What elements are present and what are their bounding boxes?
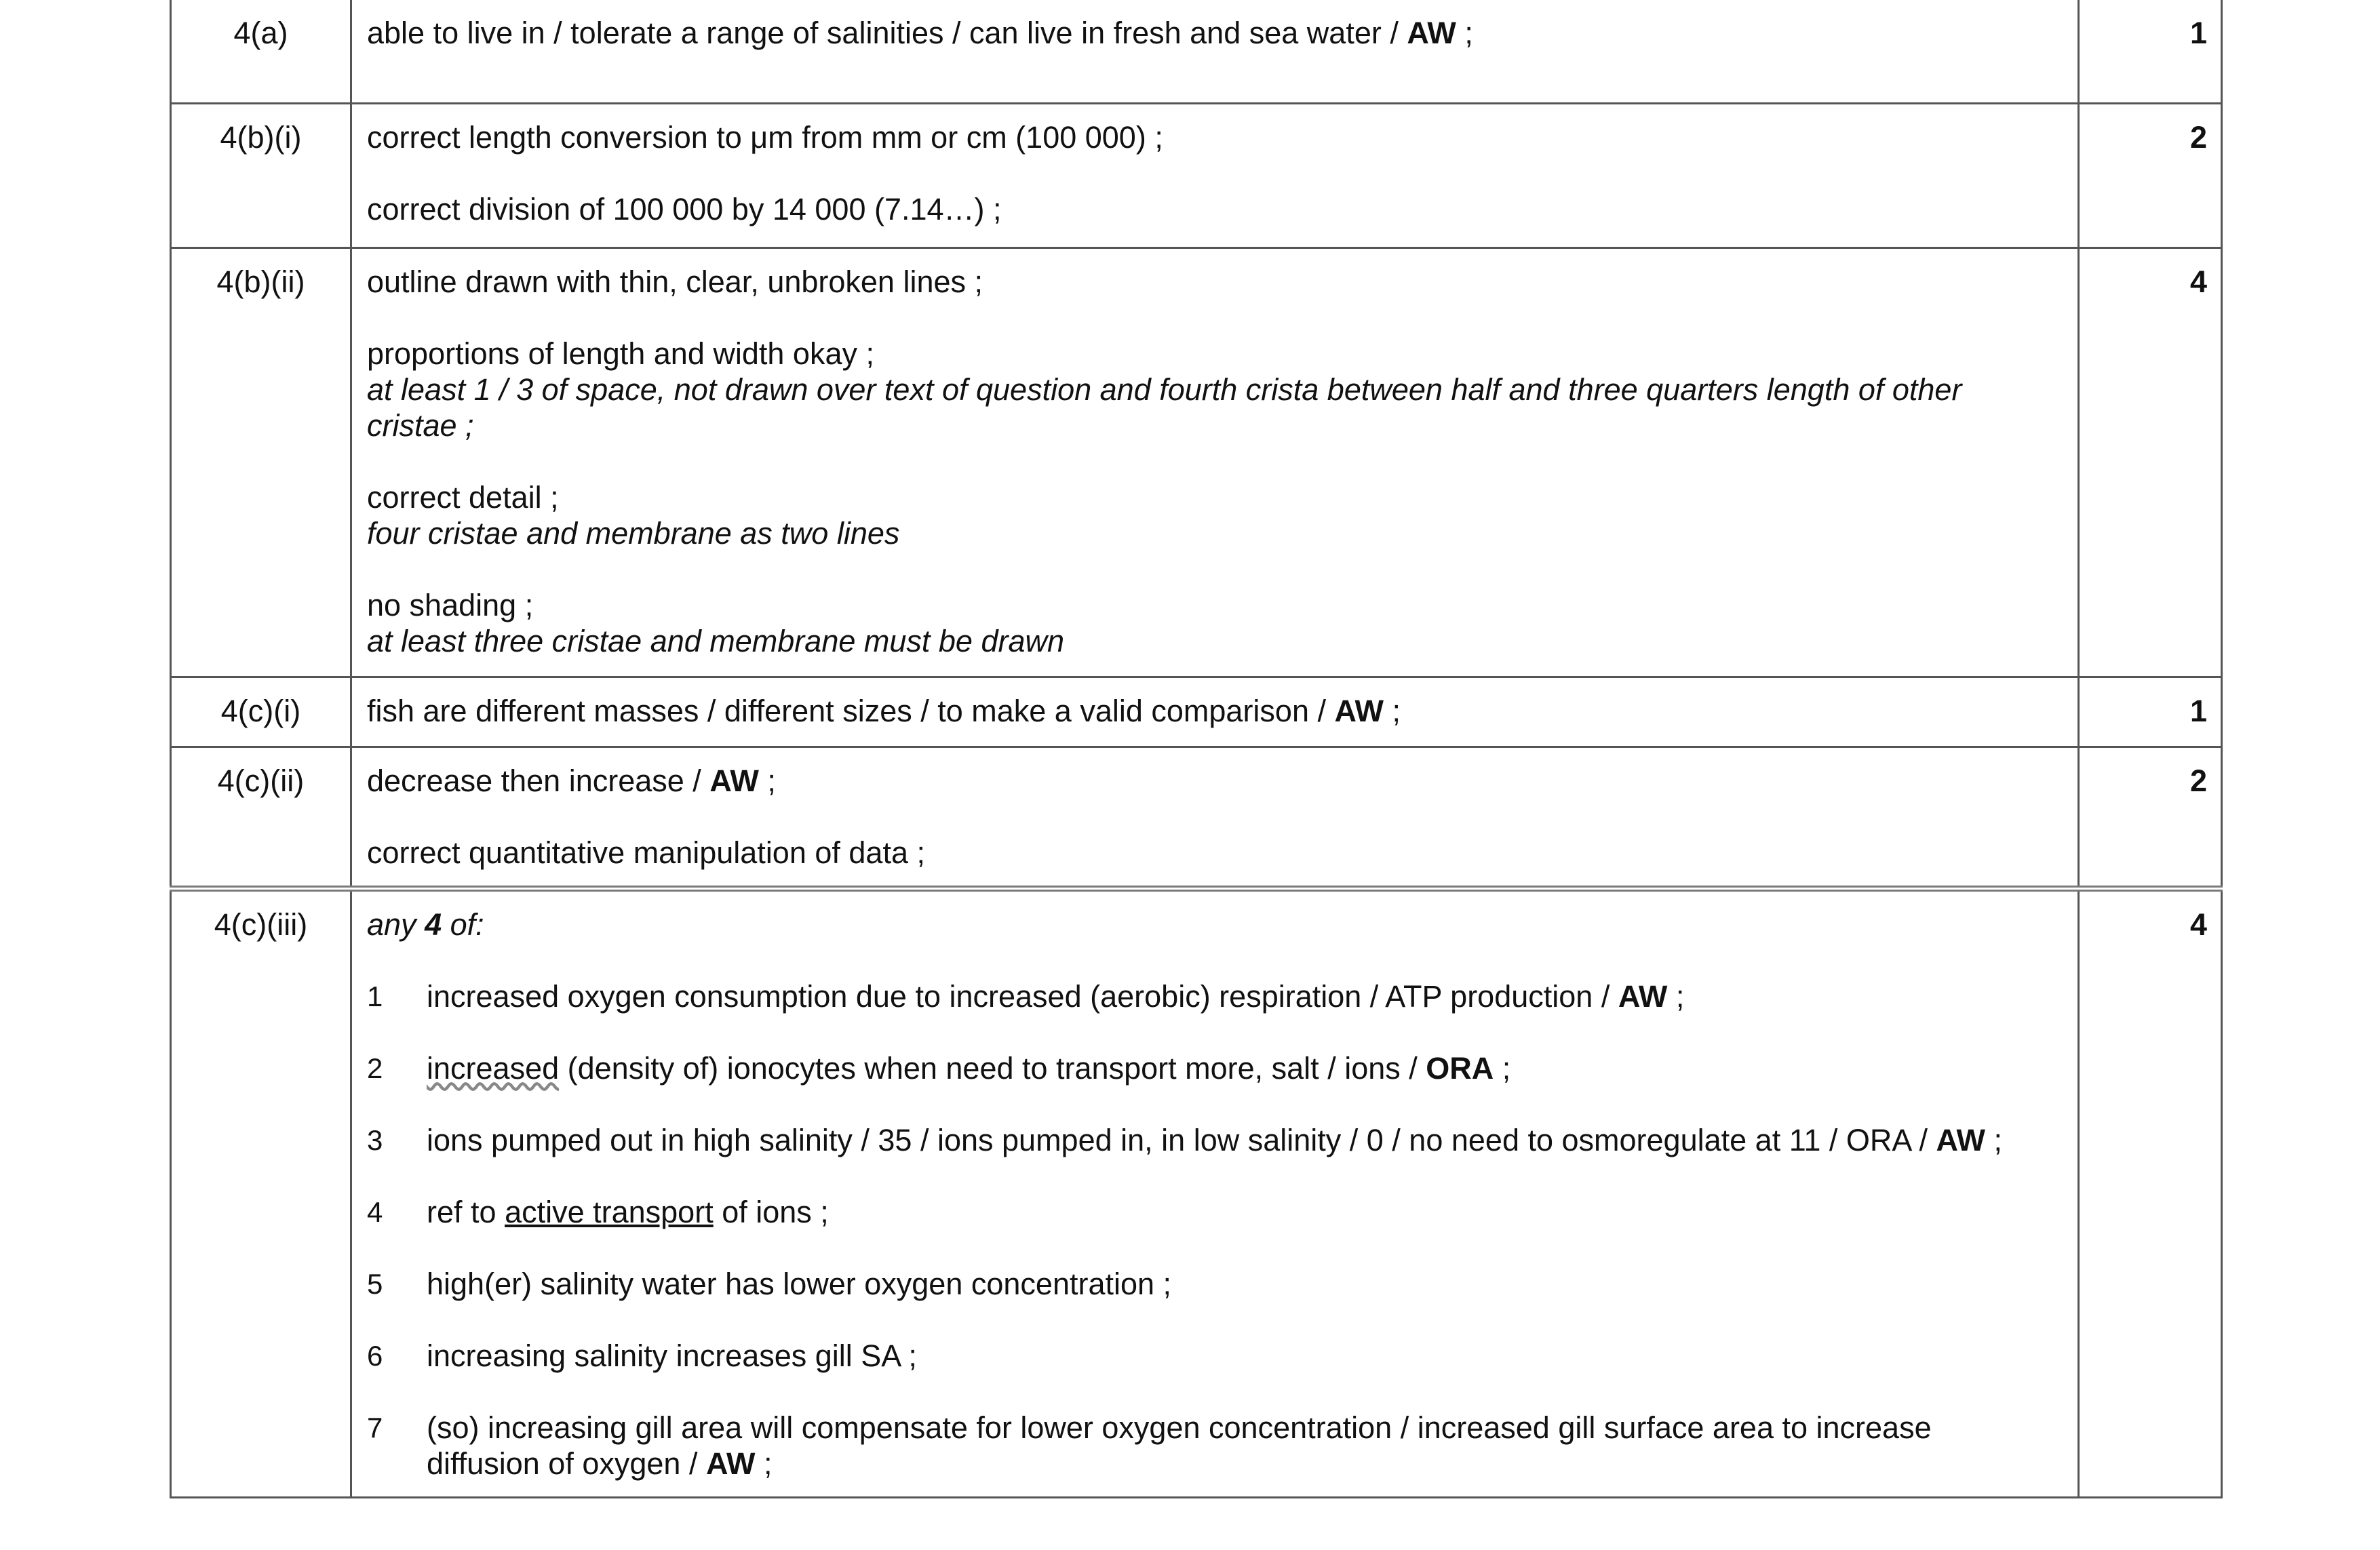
answer-cell [351, 247, 2079, 677]
marks: 2 [2079, 103, 2222, 247]
guidance-note: at least 1 / 3 of space, not drawn over text of question and fourth crista between half and three quarters length of other cristae ; [367, 372, 1962, 443]
answer-point: correct detail ; [367, 479, 559, 515]
item-text: ions pumped out in high salinity / 35 / ions pumped in, in low salinity / 0 / no need to osmoregulate at 11 / ORA / [427, 1122, 1936, 1157]
table-row [171, 247, 2222, 677]
underlined-keyword: increased [427, 1050, 560, 1086]
underlined-keyword: active transport [505, 1194, 714, 1229]
item-text: increased oxygen consumption due to increased (aerobic) respiration / ATP production / [427, 978, 1618, 1014]
answer-point: outline drawn with thin, clear, unbroken lines ; [367, 264, 983, 299]
item-number: 1 [367, 980, 383, 1012]
table-row [171, 0, 2222, 103]
list-item: 1 increased oxygen consumption due to increased (aerobic) respiration / ATP production / AW ; [367, 978, 1685, 1014]
table-row [171, 888, 2222, 1497]
answer-point: proportions of length and width okay ; [367, 336, 874, 371]
answer-text: fish are different masses / different sizes / to make a valid comparison / [367, 693, 1335, 728]
item-number: 4 [367, 1195, 383, 1228]
aw-label: AW [1936, 1122, 1985, 1157]
guidance-note: at least three cristae and membrane must be drawn [367, 623, 1065, 658]
mark-scheme-table [170, 0, 2223, 1498]
item-number: 3 [367, 1124, 383, 1156]
answer-point: correct length conversion to μm from mm or cm (100 000) ; [367, 119, 1163, 155]
item-text: (density of) ionocytes when need to transport more, salt / ions / [559, 1050, 1426, 1086]
question-number: 4(c)(i) [171, 677, 351, 747]
answer-text: able to live in / tolerate a range of salinities / can live in fresh and sea water / [367, 16, 1407, 50]
list-item: 3 ions pumped out in high salinity / 35 / ions pumped in, in low salinity / 0 / no need to osmoregulate at 11 / ORA / AW ; [367, 1122, 2002, 1157]
answer-intro: any 4 of: [367, 907, 484, 942]
guidance-note: four cristae and membrane as two lines [367, 515, 900, 551]
marks: 2 [2079, 747, 2222, 888]
marks: 4 [2079, 247, 2222, 677]
item-number: 2 [367, 1052, 383, 1084]
list-item: 2 increased (density of) ionocytes when need to transport more, salt / ions / ORA ; [367, 1050, 1511, 1086]
answer-end: ; [758, 763, 776, 798]
item-text: increasing salinity increases gill SA ; [427, 1338, 917, 1373]
answer-point: correct division of 100 000 by 14 000 (7.14…) ; [367, 191, 1002, 226]
item-number: 7 [367, 1411, 383, 1444]
answer-end: ; [1456, 16, 1473, 50]
item-number: 6 [367, 1339, 383, 1372]
question-number: 4(b)(ii) [171, 247, 351, 677]
item-text: high(er) salinity water has lower oxygen concentration ; [427, 1266, 1172, 1301]
table-row [171, 677, 2222, 747]
answer-cell [351, 0, 2079, 103]
aw-label: AW [709, 763, 759, 798]
answer-cell [351, 103, 2079, 247]
table-row [171, 747, 2222, 888]
marks: 4 [2079, 888, 2222, 1497]
question-number: 4(c)(iii) [171, 888, 351, 1497]
item-text: of ions ; [713, 1194, 829, 1229]
question-number: 4(a) [171, 0, 351, 103]
required-count: 4 [425, 907, 442, 942]
list-item: 7 (so) increasing gill area will compensate for lower oxygen concentration / increased gill surface area to increase diffusion of oxygen / AW ; [367, 1410, 1932, 1481]
list-item [367, 1338, 2016, 1374]
list-item [367, 1266, 2016, 1302]
answer-end: ; [1384, 693, 1401, 728]
aw-label: AW [1334, 693, 1384, 728]
ora-label: ORA [1426, 1050, 1494, 1086]
answer-point: no shading ; [367, 587, 534, 622]
answer-point: correct quantitative manipulation of data ; [367, 835, 925, 870]
marks: 1 [2079, 677, 2222, 747]
answer-text: decrease then increase / [367, 763, 710, 798]
answer-cell [351, 747, 2079, 888]
question-number: 4(b)(i) [171, 103, 351, 247]
list-item: 4 ref to active transport of ions ; [367, 1194, 829, 1229]
question-number: 4(c)(ii) [171, 747, 351, 888]
answer-cell [351, 888, 2079, 1497]
answer-cell [351, 677, 2079, 747]
item-number: 5 [367, 1267, 383, 1300]
item-text: (so) increasing gill area will compensate for lower oxygen concentration / increased gill surface area to increase diffusion of oxygen / [427, 1410, 1932, 1481]
aw-label: AW [1618, 978, 1668, 1014]
marks: 1 [2079, 0, 2222, 103]
aw-label: AW [705, 1446, 756, 1481]
aw-label: AW [1407, 16, 1456, 50]
table-row [171, 103, 2222, 247]
